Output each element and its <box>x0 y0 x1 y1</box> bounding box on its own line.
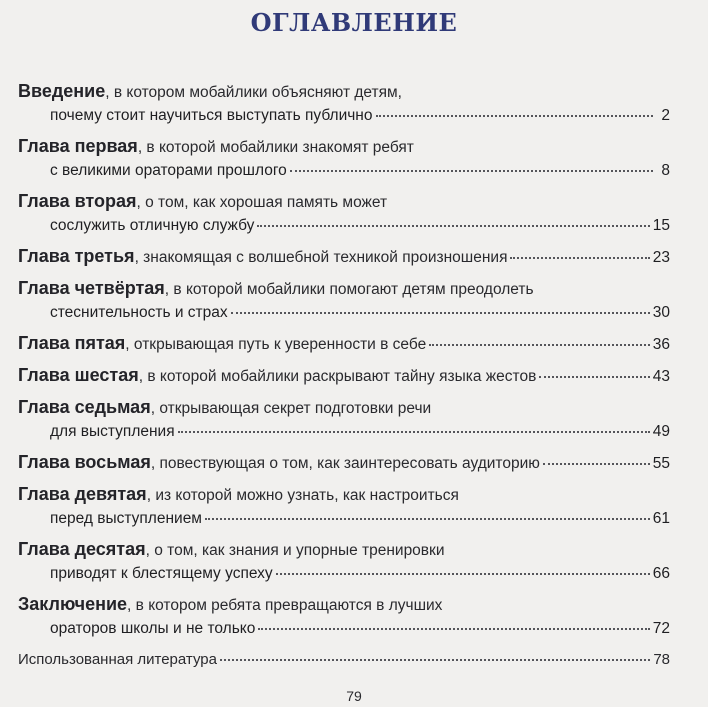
entry-first-line <box>18 538 670 562</box>
entry-last-line <box>18 159 670 182</box>
toc-entry <box>18 135 670 182</box>
entry-continuation: перед выступлением <box>50 510 202 527</box>
entry-heading: Глава вторая <box>18 191 137 211</box>
entry-last-line <box>18 214 670 237</box>
page-ref: 30 <box>652 304 670 321</box>
dot-leader <box>276 573 650 575</box>
entry-continuation: почему стоит научиться выступать публично <box>50 107 373 124</box>
page-ref: 8 <box>661 162 670 179</box>
page-ref: 15 <box>652 217 670 234</box>
entry-continuation: стеснительность и страх <box>50 304 228 321</box>
entry-description: , повествующая о том, как заинтересовать аудиторию <box>150 455 540 472</box>
toc-entry <box>18 483 670 530</box>
page-ref: 43 <box>652 368 670 385</box>
dot-leader <box>258 628 649 630</box>
entry-last-line <box>18 617 670 640</box>
dot-leader <box>220 659 650 661</box>
entry-description: , о том, как хорошая память может <box>136 194 388 211</box>
entry-first-line <box>18 396 670 420</box>
page-ref: 72 <box>652 620 670 637</box>
page-number: 79 <box>346 688 362 704</box>
entry-heading: Глава шестая <box>18 365 139 385</box>
entry-description: , знакомящая с волшебной техникой произношения <box>134 249 508 266</box>
toc-entry <box>18 364 670 388</box>
entry-description: , в которой мобайлики помогают детям преодолеть <box>164 281 534 298</box>
entry-single-line <box>18 245 670 269</box>
entry-description: , о том, как знания и упорные тренировки <box>145 542 445 559</box>
toc-entry <box>18 332 670 356</box>
entry-heading: Глава девятая <box>18 484 147 504</box>
entry-single-line <box>18 364 670 388</box>
entry-last-line <box>18 562 670 585</box>
entry-last-line <box>18 507 670 530</box>
entry-heading: Глава восьмая <box>18 452 151 472</box>
dot-leader <box>178 431 650 433</box>
entry-first-line <box>18 135 670 159</box>
page-ref: 23 <box>652 249 670 266</box>
entry-heading: Глава четвёртая <box>18 278 165 298</box>
table-of-contents <box>18 80 670 679</box>
entry-continuation: для выступления <box>50 423 175 440</box>
toc-entry <box>18 396 670 443</box>
entry-description: , в котором ребята превращаются в лучших <box>127 597 443 614</box>
entry-single-line <box>18 332 670 356</box>
toc-entry <box>18 190 670 237</box>
entry-first-line <box>18 190 670 214</box>
entry-last-line <box>18 301 670 324</box>
entry-continuation: приводят к блестящему успеху <box>50 565 273 582</box>
entry-heading: Глава первая <box>18 136 138 156</box>
page-ref: 2 <box>661 107 670 124</box>
page-ref: 36 <box>652 336 670 353</box>
entry-heading: Глава пятая <box>18 333 126 353</box>
entry-single-line <box>18 648 670 671</box>
page-ref: 49 <box>652 423 670 440</box>
page-ref: 55 <box>652 455 670 472</box>
entry-continuation: с великими ораторами прошлого <box>50 162 287 179</box>
entry-heading: Глава седьмая <box>18 397 151 417</box>
dot-leader <box>205 518 650 520</box>
entry-continuation: ораторов школы и не только <box>50 620 256 637</box>
entry-heading: Глава третья <box>18 246 135 266</box>
entry-single-line <box>18 451 670 475</box>
dot-leader <box>376 115 654 117</box>
entry-description: , в которой мобайлики раскрывают тайну языка жестов <box>138 368 537 385</box>
entry-first-line <box>18 277 670 301</box>
entry-continuation: сослужить отличную службу <box>50 217 255 234</box>
entry-description: , в котором мобайлики объясняют детям, <box>105 84 402 101</box>
page-title: ОГЛАВЛЕНИЕ <box>250 8 458 37</box>
entry-first-line <box>18 483 670 507</box>
page-ref: 61 <box>652 510 670 527</box>
page-ref: 66 <box>652 565 670 582</box>
entry-description: , в которой мобайлики знакомят ребят <box>137 139 414 156</box>
entry-description: , открывающая путь к уверенности в себе <box>125 336 427 353</box>
dot-leader <box>429 344 650 346</box>
entry-heading: Глава десятая <box>18 539 146 559</box>
entry-description: , открывающая секрет подготовки речи <box>150 400 432 417</box>
entry-description: , из которой можно узнать, как настроиться <box>146 487 459 504</box>
dot-leader <box>510 257 649 259</box>
toc-entry <box>18 451 670 475</box>
toc-entry <box>18 593 670 640</box>
dot-leader <box>290 170 653 172</box>
toc-entry <box>18 80 670 127</box>
dot-leader <box>231 312 650 314</box>
toc-entry-sources <box>18 648 670 671</box>
toc-entry <box>18 245 670 269</box>
entry-last-line <box>18 104 670 127</box>
dot-leader <box>257 225 649 227</box>
dot-leader <box>543 463 650 465</box>
page-ref: 78 <box>653 651 670 668</box>
entry-heading: Заключение <box>18 594 128 614</box>
toc-entry <box>18 277 670 324</box>
entry-heading: Введение <box>18 81 106 101</box>
dot-leader <box>539 376 649 378</box>
entry-last-line <box>18 420 670 443</box>
entry-first-line <box>18 80 670 104</box>
entry-first-line <box>18 593 670 617</box>
toc-entry <box>18 538 670 585</box>
sources-label: Использованная литература <box>18 651 217 668</box>
